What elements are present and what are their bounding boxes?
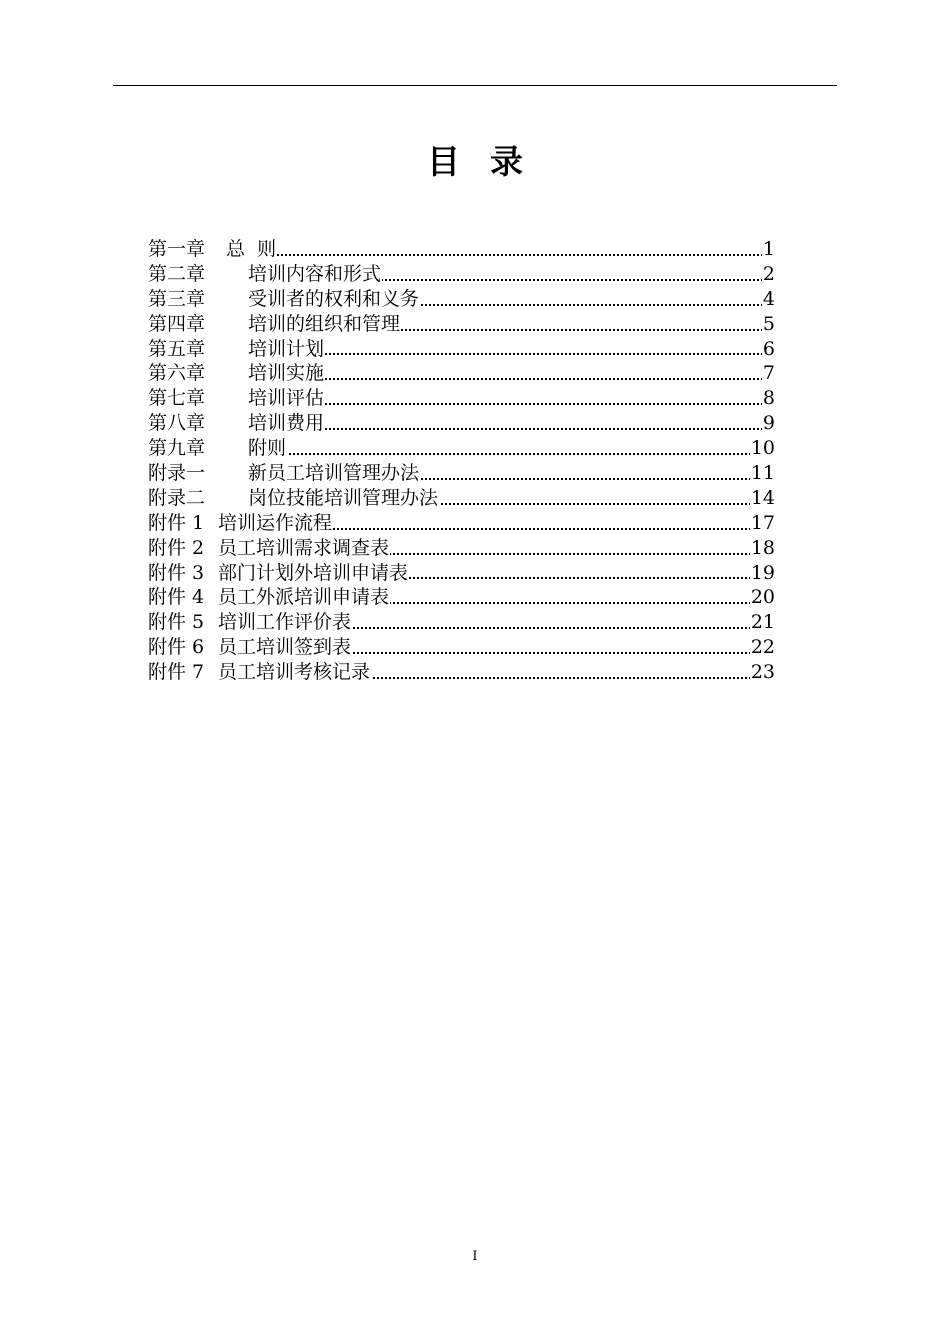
toc-item[interactable] [148,411,775,436]
toc-entry-title: 总 则 [226,238,277,260]
toc-chapter: 第三章 [148,287,206,310]
toc-page-number: 11 [750,462,775,485]
toc-chapter: 第二章 [148,262,206,285]
toc-chapter: 附件 2 [148,536,205,559]
toc-entry-title: 部门计划外培训申请表 [218,561,409,584]
toc-page-number: 17 [750,511,775,534]
toc-page-number: 2 [762,262,775,285]
toc-page-number: 20 [750,586,775,609]
toc-item[interactable] [148,262,775,287]
toc-item[interactable] [148,660,775,685]
toc-chapter: 附录一 [148,462,206,485]
toc-entry-title: 培训工作评价表 [218,611,352,634]
toc-page-number: 21 [750,611,775,634]
toc-item[interactable] [148,361,775,386]
toc-chapter: 附件 1 [148,511,205,534]
toc-chapter: 第九章 [148,437,206,460]
toc-chapter: 第八章 [148,412,206,435]
toc-chapter: 第六章 [148,362,206,385]
toc-chapter: 附录二 [148,486,206,509]
toc-page-number: 18 [750,536,775,559]
toc-page-number: 8 [762,387,775,410]
toc-page-number: 22 [750,636,775,659]
toc-entry-title: 培训实施 [248,362,325,385]
toc-page-number: 10 [750,437,775,460]
toc-chapter: 附件 7 [148,661,205,684]
toc-chapter: 第五章 [148,337,206,360]
toc-item[interactable] [148,635,775,660]
toc-chapter: 附件 3 [148,561,205,584]
toc-item[interactable] [148,610,775,635]
toc-entry-title: 培训内容和形式 [248,262,382,285]
toc-page-number: 7 [762,362,775,385]
toc-entry-title: 培训计划 [248,337,325,360]
toc-entry-title: 附则 [248,437,287,460]
toc-entry-title: 培训费用 [248,412,325,435]
toc-entry-title: 培训的组织和管理 [248,312,401,335]
toc-item[interactable] [148,461,775,486]
toc-page-number: 5 [762,312,775,335]
footer-page-number: I [472,1249,478,1264]
toc-list [148,237,775,685]
toc-item[interactable] [148,312,775,337]
toc-title: 目录 [427,142,553,181]
toc-item[interactable] [148,486,775,511]
toc-page-number: 14 [750,486,775,509]
toc-entry-title: 员工培训需求调查表 [218,536,390,559]
toc-item[interactable] [148,536,775,561]
toc-page-number: 4 [762,287,775,310]
toc-chapter: 附件 5 [148,611,205,634]
toc-chapter: 附件 4 [148,586,205,609]
toc-page-number: 1 [762,238,775,260]
toc-chapter: 第一章 [148,238,206,260]
toc-item[interactable] [148,237,775,262]
toc-page-number: 6 [762,337,775,360]
toc-item[interactable] [148,561,775,586]
toc-page-number: 19 [750,561,775,584]
toc-entry-title: 受训者的权利和义务 [248,287,420,310]
toc-item[interactable] [148,337,775,362]
toc-item[interactable] [148,386,775,411]
toc-item[interactable] [148,511,775,536]
toc-page-number: 9 [762,412,775,435]
toc-chapter: 第七章 [148,387,206,410]
toc-entry-title: 新员工培训管理办法 [248,462,420,485]
toc-chapter: 附件 6 [148,636,205,659]
toc-item[interactable] [148,436,775,461]
toc-chapter: 第四章 [148,312,206,335]
toc-entry-title: 员工外派培训申请表 [218,586,390,609]
toc-entry-title: 培训评估 [248,387,325,410]
header-rule [113,85,837,86]
toc-item[interactable] [148,585,775,610]
toc-entry-title: 员工培训考核记录 [218,661,371,684]
toc-entry-title: 培训运作流程 [218,511,333,534]
toc-entry-title: 岗位技能培训管理办法 [248,486,439,509]
toc-item[interactable] [148,287,775,312]
toc-page-number: 23 [750,661,775,684]
toc-entry-title: 员工培训签到表 [218,636,352,659]
